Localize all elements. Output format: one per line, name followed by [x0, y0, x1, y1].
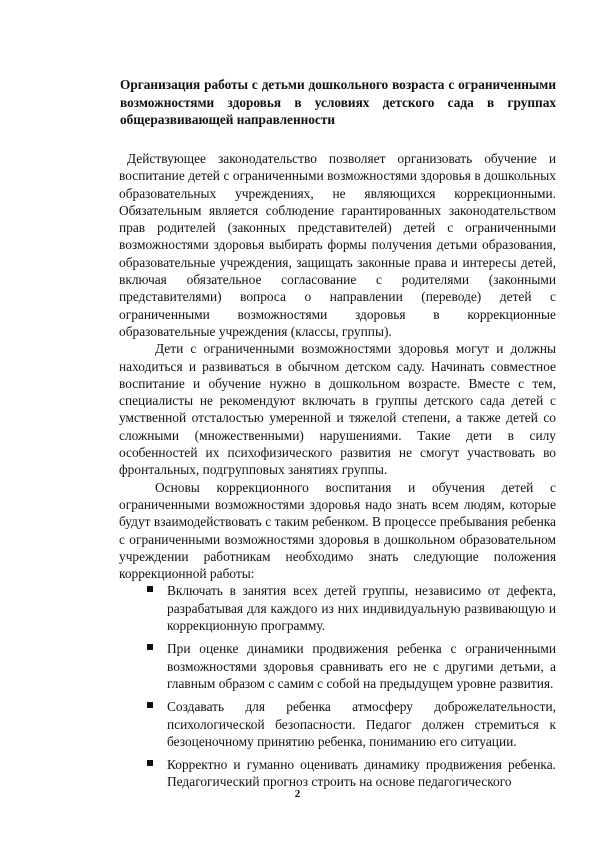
list-item-text: Корректно и гуманно оценивать динамику продвижения ребенка. Педагогический прогноз строить на основе педагогического	[167, 757, 556, 790]
document-title: Организация работы с детьми дошкольного возраста с ограниченными возможностями здоровья в условиях детского сада в группах общеразвивающей направленности	[120, 77, 556, 127]
list-item	[167, 640, 556, 692]
correction-principles-list	[119, 582, 556, 790]
list-item	[167, 756, 556, 791]
document-body	[119, 150, 556, 797]
square-bullet-icon	[147, 702, 153, 708]
list-item-text: Создавать для ребенка атмосферу доброжелательности, психологической безопасности. Педагог должен стремиться к безоценочному принятию ребенка, пониманию его ситуации.	[167, 699, 556, 749]
list-item	[167, 698, 556, 750]
square-bullet-icon	[147, 760, 153, 766]
list-item	[167, 582, 556, 634]
paragraph-kindergarten: Дети с ограниченными возможностями здоровья могут и должны находиться и развиваться в обычном детском саду. Начинать совместное воспитание и обучение нужно в дошкольном возрасте. Вместе с тем, специалисты не рекомендуют включать в группы детского сада детей с умственной отсталостью умеренной и тяжелой степени, а также детей со сложными (множественными) нарушениями. Такие дети в силу особенностей их психофизического развития не смогут участвовать во фронтальных, подгрупповых занятиях группы.	[119, 341, 556, 478]
list-item-text: Включать в занятия всех детей группы, независимо от дефекта, разрабатывая для каждого из них индивидуальную развивающую и коррекционную программу.	[167, 583, 556, 634]
paragraph-basics: Основы коррекционного воспитания и обучения детей с ограниченными возможностями здоровья надо знать всем людям, которые будут взаимодействовать с таким ребенком. В процессе пребывания ребенка с ограниченными возможностями здоровья в дошкольном образовательном учреждении работникам необходимо знать следующие положения коррекционной работы:	[119, 479, 556, 582]
list-item-text: При оценке динамики продвижения ребенка с ограниченными возможностями здоровья сравнивать его не с другими детьми, а главным образом с самим с собой на предыдущем уровне развития.	[167, 641, 556, 691]
square-bullet-icon	[147, 644, 153, 650]
square-bullet-icon	[147, 586, 153, 592]
paragraph-legislation: Действующее законодательство позволяет организовать обучение и воспитание детей с ограниченными возможностями здоровья в дошкольных образовательных учреждениях, не являющихся коррекционными. Обязательным является соблюдение гарантированных законодательством прав родителей (законных представителей) детей с ограниченными возможностями здоровья выбирать формы получения детьми образования, образовательные учреждения, защищать законные права и интересы детей, включая обязательное согласование с родителями (законными представителями) вопроса о направлении (переводе) детей с ограниченными возможностями здоровья в коррекционные образовательные учреждения (классы, группы).	[119, 151, 556, 339]
page-number: 2	[294, 788, 301, 800]
